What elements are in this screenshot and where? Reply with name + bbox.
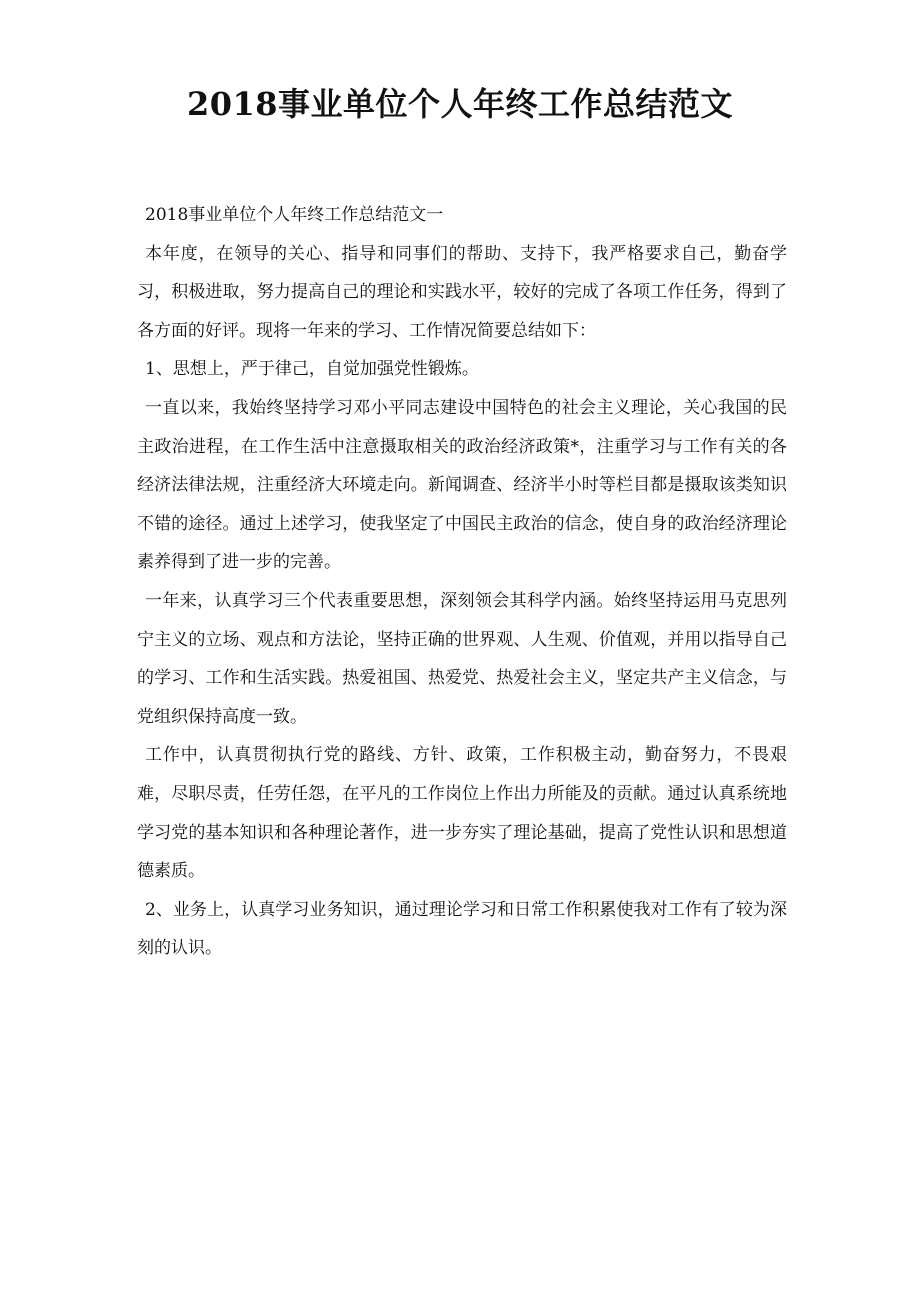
section-heading-paragraph: 1、思想上，严于律己，自觉加强党性锻炼。 — [145, 359, 479, 380]
body-paragraph: 工作中，认真贯彻执行党的路线、方针、政策，工作积极主动，勤奋努力，不畏艰难，尽职尽责，任劳任怨，在平凡的工作岗位上作出力所能及的贡献。通过认真系统地学习党的基本知识和各种理论著作，进一步夯实了理论基础，提高了党性认识和思想道德素质。 — [137, 745, 787, 882]
body-paragraph: 本年度，在领导的关心、指导和同事们的帮助、支持下，我严格要求自己，勤奋学习，积极进取，努力提高自己的理论和实践水平，较好的完成了各项工作任务，得到了各方面的好评。现将一年来的学习、工作情况简要总结如下： — [137, 243, 787, 341]
body-paragraph: 一直以来，我始终坚持学习邓小平同志建设中国特色的社会主义理论，关心我国的民主政治进程，在工作生活中注意摄取相关的政治经济政策*，注重学习与工作有关的各经济法律法规，注重经济大环境走向。新闻调查、经济半小时等栏目都是摄取该类知识不错的途径。通过上述学习，使我坚定了中国民主政治的信念，使自身的政治经济理论素养得到了进一步的完善。 — [137, 397, 787, 573]
subtitle-paragraph: 2018事业单位个人年终工作总结范文一 — [145, 205, 444, 225]
document-title: 2018事业单位个人年终工作总结范文 — [186, 85, 734, 123]
document-body — [137, 196, 787, 968]
body-paragraph: 一年来，认真学习三个代表重要思想，深刻领会其科学内涵。始终坚持运用马克思列宁主义的立场、观点和方法论，坚持正确的世界观、人生观、价值观，并用以指导自己的学习、工作和生活实践。热爱祖国、热爱党、热爱社会主义，坚定共产主义信念，与党组织保持高度一致。 — [137, 590, 787, 727]
section-heading-paragraph: 2、业务上，认真学习业务知识，通过理论学习和日常工作积累使我对工作有了较为深刻的认识。 — [137, 899, 787, 959]
